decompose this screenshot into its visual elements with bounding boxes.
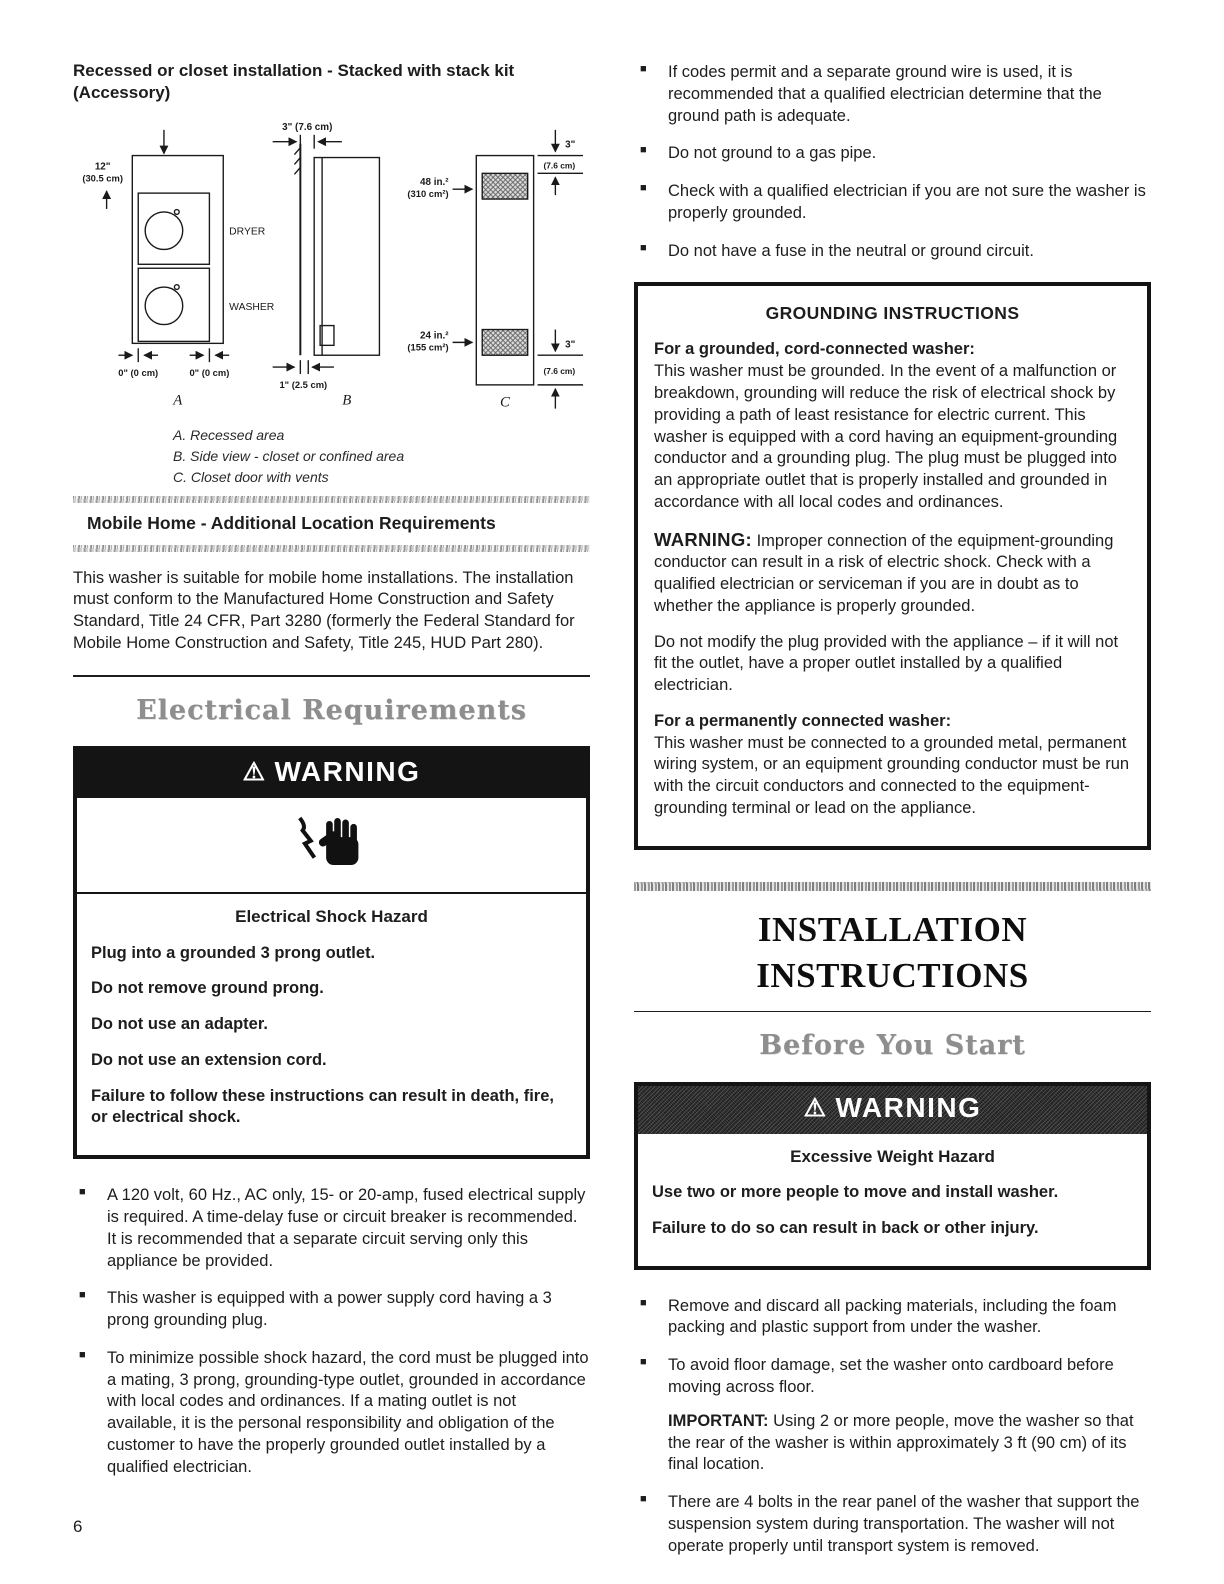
- grounding-warning-paragraph: [654, 528, 1131, 618]
- warning-banner: [638, 1086, 1147, 1134]
- dim-1in-label: 1" (2.5 cm): [279, 379, 328, 391]
- before-you-start-title: Before You Start: [759, 1030, 1026, 1062]
- excessive-weight-warning-box: [634, 1082, 1151, 1270]
- warning-line: Failure to follow these instructions can result in death, fire, or electrical shock.: [91, 1086, 554, 1127]
- stacked-installation-diagram: [73, 118, 590, 488]
- textured-divider: [73, 496, 590, 503]
- cord-connected-body: This washer must be grounded. In the event of a malfunction or breakdown, grounding will reduce the risk of electrical shock by providing a path of least resistance for electric current. This washer is equipped with a cord having an equipment-grounding conductor and a grounding plug. The plug must be plugged into an appropriate outlet that is properly installed and grounded in accordance with all local codes and ordinances.: [654, 362, 1118, 511]
- diagram-captions: [173, 425, 590, 488]
- warning-triangle-icon: ⚠: [242, 758, 267, 787]
- list-item: [634, 181, 1151, 225]
- hazard-title: Electrical Shock Hazard: [235, 907, 428, 927]
- grounding-warning-label: WARNING:: [654, 528, 752, 550]
- caption-a: A. Recessed area: [173, 427, 285, 444]
- figure-c-label: C: [500, 394, 510, 411]
- important-text: Using 2 or more people, move the washer so that the rear of the washer is within approximately 3 ft (90 cm) of its final location.: [668, 1411, 1134, 1474]
- dim-12in-label: 12": [94, 161, 111, 173]
- list-item-text: Do not have a fuse in the neutral or ground circuit.: [668, 241, 1034, 260]
- do-not-modify-paragraph: Do not modify the plug provided with the appliance – if it will not fit the outlet, have a proper outlet installed by a qualified electrician.: [654, 632, 1119, 695]
- dim-12cm-label: (30.5 cm): [82, 172, 123, 184]
- list-item: [634, 1296, 1151, 1340]
- important-note: [668, 1411, 1151, 1476]
- figure-a-label: A: [173, 392, 183, 409]
- vent-310cm-label: (310 cm²): [407, 188, 449, 200]
- vent-24in-label: 24 in.²: [420, 330, 449, 342]
- zero-clearance-label-1: 0" (0 cm): [118, 367, 159, 379]
- warning-body: [638, 1134, 1147, 1266]
- textured-divider: [634, 882, 1151, 891]
- electrical-requirements-list: [73, 1185, 590, 1478]
- electrical-shock-hazard-icon: [288, 812, 376, 882]
- dim-3in-c-bottom-label: 3": [565, 339, 576, 351]
- list-item: [634, 1492, 1151, 1557]
- dim-3in-c-top-label: 3": [565, 139, 576, 151]
- list-item-text: A 120 volt, 60 Hz., AC only, 15- or 20-amp, fused electrical supply is required. A time-delay fuse or circuit breaker is recommended. It is recommended that a separate circuit serving only this appliance be provided.: [107, 1186, 586, 1270]
- warning-line: Do not use an extension cord.: [91, 1050, 327, 1069]
- permanently-connected-heading: For a permanently connected washer:: [654, 711, 952, 730]
- before-you-start-list: [634, 1296, 1151, 1558]
- page-number: 6: [73, 1516, 83, 1536]
- warning-banner-label: WARNING: [274, 756, 421, 788]
- warning-line: Do not remove ground prong.: [91, 979, 324, 998]
- list-item: [634, 143, 1151, 165]
- electrical-requirements-title: Electrical Requirements: [136, 694, 527, 726]
- figure-b-label: B: [342, 392, 352, 409]
- list-item-text: If codes permit and a separate ground wire is used, it is recommended that a qualified electrician determine that the ground path is adequate.: [668, 63, 1102, 125]
- list-item-text: Do not ground to a gas pipe.: [668, 144, 877, 163]
- list-item-text: There are 4 bolts in the rear panel of the washer that support the suspension system during transportation. The washer will not operate properly until transport system is removed.: [668, 1493, 1140, 1555]
- warning-body: [77, 894, 586, 1155]
- warning-line: Use two or more people to move and install washer.: [652, 1183, 1059, 1202]
- permanently-connected-body: This washer must be connected to a grounded metal, permanent wiring system, or an equipment grounding conductor must be run with the circuit conductors and connected to the equipment-grounding terminal or lead on the appliance.: [654, 733, 1130, 817]
- left-column: [73, 60, 590, 1573]
- electrical-shock-warning-box: [73, 746, 590, 1159]
- stacked-diagram-svg: [73, 118, 587, 415]
- hazard-icon-cell: [77, 798, 586, 894]
- grounding-instructions-box: [634, 282, 1151, 849]
- list-item-text: To minimize possible shock hazard, the cord must be plugged into a mating, 3 prong, grounding-type outlet, grounded in accordance with local codes and ordinances. If a mating outlet is not available, it is the personal responsibility and obligation of the customer to have the properly grounded outlet installed by a qualified electrician.: [107, 1348, 589, 1476]
- dim-3in-top-label: 3" (7.6 cm): [282, 122, 333, 134]
- warning-line: Do not use an adapter.: [91, 1015, 268, 1034]
- list-item-text: To avoid floor damage, set the washer onto cardboard before moving across floor.: [668, 1356, 1114, 1396]
- dim-3cm-c-top-label: (7.6 cm): [543, 160, 576, 171]
- list-item: [634, 1355, 1151, 1476]
- recessed-installation-heading: Recessed or closet installation - Stacked with stack kit (Accessory): [73, 61, 515, 103]
- cord-connected-heading: For a grounded, cord-connected washer:: [654, 340, 975, 359]
- warning-line: Failure to do so can result in back or other injury.: [652, 1218, 1039, 1237]
- list-item: [73, 1288, 590, 1332]
- installation-instructions-title: INSTALLATION INSTRUCTIONS: [756, 909, 1029, 995]
- caption-b: B. Side view - closet or confined area: [173, 448, 405, 465]
- textured-divider: [73, 545, 590, 552]
- dryer-label: DRYER: [229, 226, 266, 238]
- mobile-home-paragraph: This washer is suitable for mobile home installations. The installation must conform to the Manufactured Home Construction and Safety Standard, Title 24 CFR, Part 3280 (formerly the Federal Standard for Mobile Home Construction and Safety, Title 245, HUD Part 280).: [73, 568, 575, 652]
- warning-line: Plug into a grounded 3 prong outlet.: [91, 943, 376, 962]
- vent-48in-label: 48 in.²: [420, 177, 449, 189]
- list-item-text: Remove and discard all packing materials, including the foam packing and plastic support from under the washer.: [668, 1296, 1117, 1337]
- caption-c: C. Closet door with vents: [173, 469, 329, 486]
- mobile-home-heading: Mobile Home - Additional Location Requirements: [87, 513, 496, 534]
- warning-triangle-icon: ⚠: [803, 1093, 828, 1122]
- hazard-title: Excessive Weight Hazard: [790, 1146, 995, 1166]
- right-column: [634, 60, 1151, 1573]
- vent-155cm-label: (155 cm²): [407, 341, 449, 353]
- list-item: [634, 62, 1151, 127]
- warning-banner-label: WARNING: [835, 1091, 982, 1123]
- important-label: IMPORTANT:: [668, 1411, 769, 1430]
- zero-clearance-label-2: 0" (0 cm): [189, 367, 230, 379]
- warning-banner: [77, 750, 586, 798]
- dim-3cm-c-bottom-label: (7.6 cm): [543, 366, 576, 377]
- list-item-text: This washer is equipped with a power supply cord having a 3 prong grounding plug.: [107, 1289, 552, 1330]
- list-item: [634, 241, 1151, 263]
- section-rule: [73, 675, 590, 677]
- section-rule: [634, 1011, 1151, 1012]
- list-item-text: Check with a qualified electrician if you are not sure the washer is properly grounded.: [668, 182, 1146, 222]
- list-item: [73, 1348, 590, 1479]
- grounding-instructions-title: GROUNDING INSTRUCTIONS: [765, 303, 1020, 324]
- washer-label: WASHER: [229, 301, 275, 313]
- list-item: [73, 1185, 590, 1272]
- grounding-warning-text: Improper connection of the equipment-grounding conductor can result in a risk of electric shock. Check with a qualified electrician or serviceman if you are in doubt as to whether the appliance is properly grounded.: [654, 531, 1114, 615]
- grounding-notes-list: [634, 62, 1151, 262]
